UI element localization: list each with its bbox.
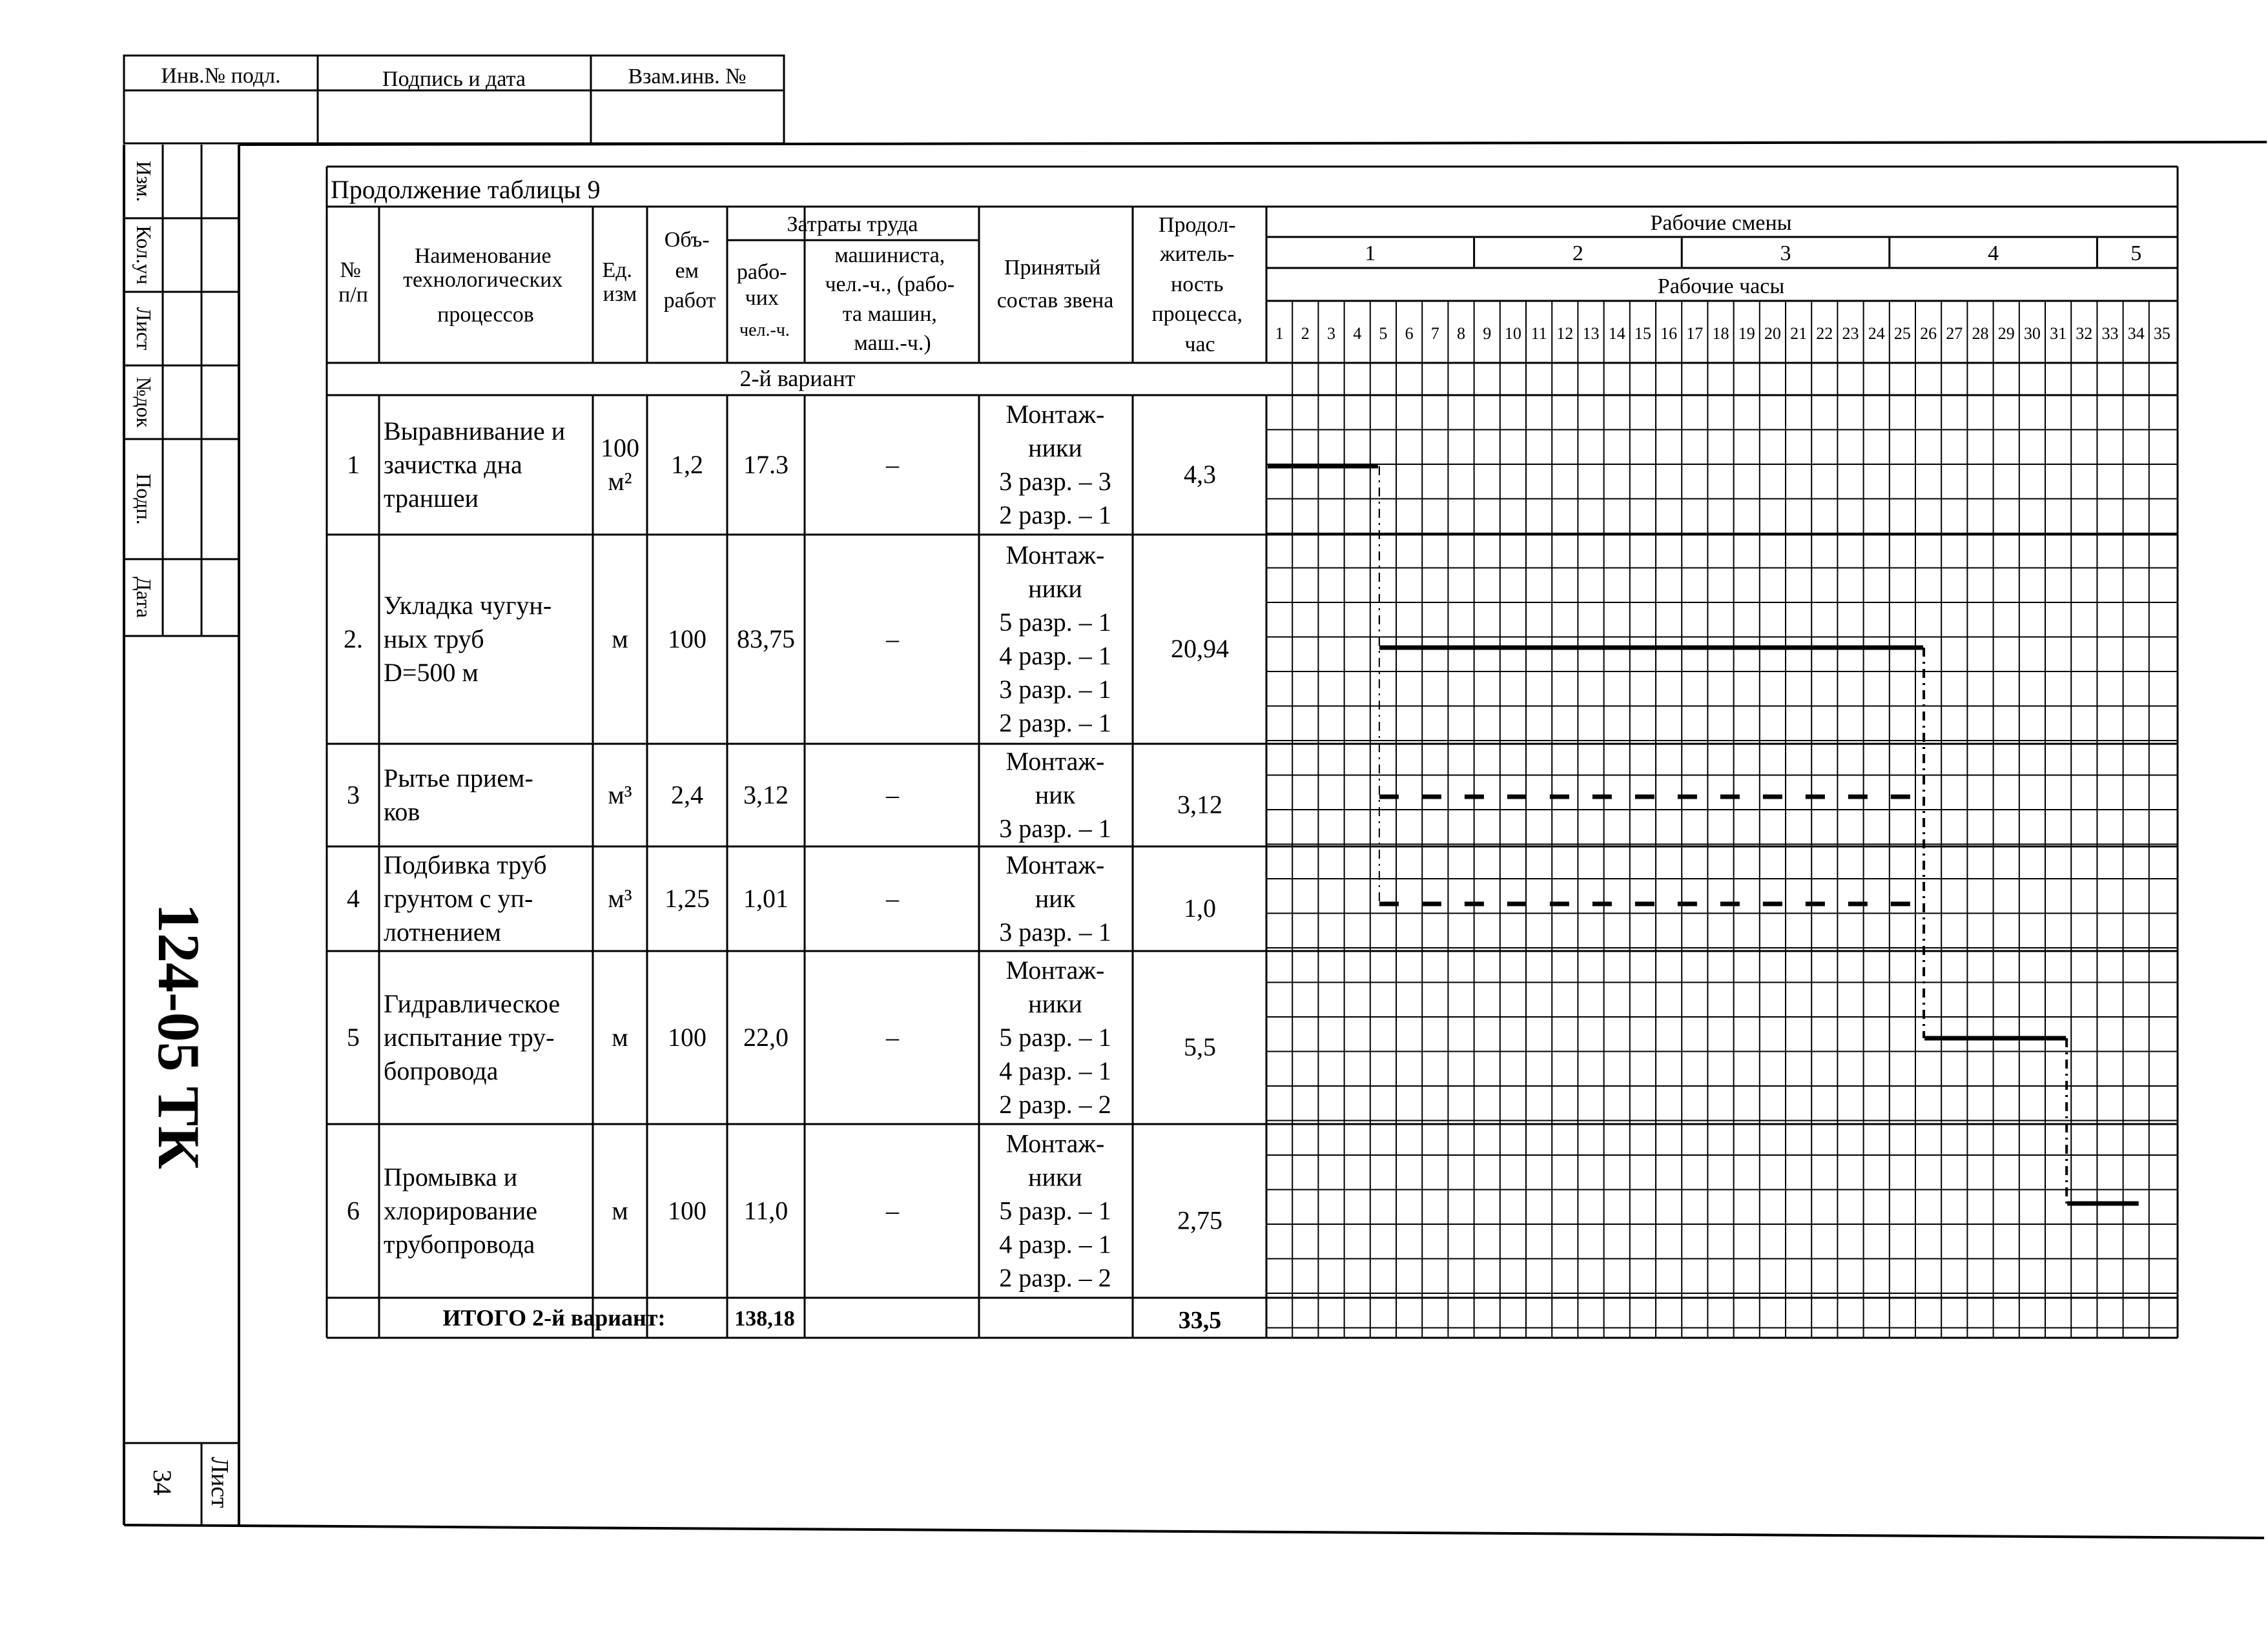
- hour-label-2: 2: [1301, 324, 1310, 343]
- row-5-workers: 22,0: [743, 1023, 789, 1052]
- row-6-crew: Монтаж-ники 5 разр. – 1 4 разр. – 1 2 разр. – 2: [999, 1129, 1111, 1293]
- row-4-crew: Монтаж-ник 3 разр. – 1: [999, 850, 1111, 947]
- row-5-machinist: –: [886, 1023, 899, 1052]
- row-5-crew: Монтаж-ники 5 разр. – 1 4 разр. – 1 2 разр. – 2: [999, 956, 1111, 1119]
- row-4-process-name: Подбивка труб грунтом с уп-лотнением: [384, 850, 547, 947]
- row-6-unit: м: [612, 1196, 628, 1225]
- row-2-process-name: Укладка чугун-ных труб D=500 м: [384, 591, 552, 687]
- header-process-name: Наименование технологических процессов: [403, 244, 563, 327]
- sheet-number: 34: [148, 1470, 177, 1495]
- row-1-number: 1: [347, 450, 360, 479]
- row-3-crew: Монтаж-ник 3 разр. – 1: [999, 746, 1111, 843]
- hour-label-22: 22: [1816, 324, 1833, 343]
- hour-label-12: 12: [1556, 324, 1574, 343]
- hour-label-6: 6: [1405, 324, 1414, 343]
- table-caption: Продолжение таблицы 9: [331, 175, 601, 204]
- header-num: № п/п: [338, 258, 368, 307]
- row-3-volume: 2,4: [671, 780, 703, 810]
- shift-label-4: 4: [1988, 241, 1999, 265]
- row-2-crew: Монтаж-ники 5 разр. – 1 4 разр. – 1 3 разр. – 1 2 разр. – 1: [999, 540, 1111, 737]
- hour-label-19: 19: [1738, 324, 1755, 343]
- header-work-shifts: Рабочие смены: [1650, 211, 1792, 235]
- row-1-process-name: Выравнивание и зачистка дна траншеи: [384, 416, 566, 513]
- hour-label-8: 8: [1457, 324, 1465, 343]
- row-6-process-name: Промывка и хлорирование трубопровода: [384, 1162, 538, 1259]
- hour-labels: [1275, 324, 2170, 343]
- row-1-workers: 17.3: [743, 450, 789, 479]
- header-volume: Объ- ем работ: [663, 228, 716, 312]
- row-3-process-name: Рытье прием-ков: [384, 763, 533, 826]
- hour-label-15: 15: [1634, 324, 1651, 343]
- hour-label-9: 9: [1483, 324, 1492, 343]
- hour-label-25: 25: [1893, 324, 1911, 343]
- side-label-ndok: №док: [132, 376, 156, 428]
- row-6-machinist: –: [886, 1196, 899, 1225]
- row-2-unit: м: [612, 624, 628, 653]
- hour-label-28: 28: [1972, 324, 1989, 343]
- total-label: ИТОГО 2-й вариант:: [442, 1305, 666, 1331]
- shift-label-1: 1: [1365, 241, 1376, 265]
- shift-label-5: 5: [2130, 241, 2142, 265]
- header-unit: Ед. изм: [602, 258, 637, 306]
- row-6-duration: 2,75: [1177, 1205, 1222, 1235]
- revision-block: [124, 145, 239, 1525]
- row-4-duration: 1,0: [1184, 894, 1216, 923]
- hour-label-35: 35: [2153, 324, 2170, 343]
- side-label-data: Дата: [132, 577, 156, 618]
- hour-label-1: 1: [1275, 324, 1284, 343]
- row-3-number: 3: [347, 780, 360, 810]
- hour-label-26: 26: [1920, 324, 1937, 343]
- row-4-number: 4: [347, 884, 360, 913]
- row-5-volume: 100: [668, 1023, 706, 1052]
- row-3-workers: 3,12: [743, 780, 789, 810]
- row-3-duration: 3,12: [1177, 790, 1222, 819]
- header-machinist: машиниста, чел.-ч., (рабо- та машин, маш.-ч.): [825, 243, 955, 355]
- row-5-duration: 5,5: [1184, 1032, 1216, 1061]
- hour-label-34: 34: [2127, 324, 2145, 343]
- shift-label-3: 3: [1780, 241, 1791, 265]
- hour-label-4: 4: [1353, 324, 1362, 343]
- hour-label-30: 30: [2023, 324, 2041, 343]
- hour-label-5: 5: [1379, 324, 1388, 343]
- row-6-workers: 11,0: [743, 1196, 789, 1225]
- row-2-duration: 20,94: [1171, 634, 1229, 663]
- hour-label-21: 21: [1790, 324, 1808, 343]
- side-label-podp: Подп.: [132, 473, 156, 525]
- row-1-unit: 100 м²: [601, 433, 639, 496]
- header-crew: Принятый состав звена: [996, 256, 1114, 312]
- side-label-izm: Изм.: [132, 161, 156, 202]
- row-4-workers: 1,01: [743, 884, 789, 913]
- row-2-machinist: –: [886, 624, 899, 653]
- hour-label-29: 29: [1997, 324, 2015, 343]
- total-row: [443, 1305, 1222, 1334]
- side-label-kol: Кол.уч: [132, 225, 156, 285]
- row-2-number: 2.: [344, 624, 363, 653]
- stamp-signature-header: Подпись и дата: [382, 67, 526, 91]
- hour-label-24: 24: [1868, 324, 1885, 343]
- hour-label-17: 17: [1686, 324, 1704, 343]
- header-duration: Продол- житель- ность процесса, час: [1151, 213, 1243, 356]
- hour-label-31: 31: [2050, 324, 2067, 343]
- header-work-hours: Рабочие часы: [1657, 274, 1785, 298]
- hour-label-33: 33: [2101, 324, 2119, 343]
- document-code: 124-05 ТК: [146, 903, 212, 1169]
- row-1-machinist: –: [886, 450, 899, 479]
- row-1-duration: 4,3: [1184, 460, 1216, 489]
- hour-label-7: 7: [1430, 324, 1439, 343]
- hour-label-10: 10: [1504, 324, 1521, 343]
- stamp-inv-header: Инв.№ подл.: [161, 64, 281, 88]
- sheet-label: Лист: [206, 1457, 233, 1508]
- row-3-unit: м³: [608, 780, 632, 810]
- side-label-list: Лист: [132, 307, 156, 351]
- hour-label-23: 23: [1842, 324, 1859, 343]
- row-5-process-name: Гидравлическое испытание тру-бопровода: [384, 989, 561, 1085]
- row-2-volume: 100: [668, 624, 706, 653]
- hour-label-18: 18: [1712, 324, 1729, 343]
- shift-label-2: 2: [1572, 241, 1583, 265]
- row-4-volume: 1,25: [665, 884, 710, 913]
- row-5-unit: м: [612, 1023, 628, 1052]
- section-label: 2-й вариант: [739, 365, 856, 391]
- total-duration: 33,5: [1178, 1307, 1222, 1334]
- hour-label-3: 3: [1327, 324, 1335, 343]
- hour-label-11: 11: [1531, 324, 1547, 343]
- hour-label-13: 13: [1582, 324, 1600, 343]
- gantt-chart: [1268, 466, 2139, 1203]
- row-6-number: 6: [347, 1196, 360, 1225]
- approval-stamp: [124, 56, 784, 143]
- row-2-workers: 83,75: [737, 624, 795, 653]
- row-5-number: 5: [347, 1023, 360, 1052]
- hour-label-27: 27: [1946, 324, 1963, 343]
- hour-label-14: 14: [1608, 324, 1625, 343]
- header-workers: рабо- чих чел.-ч.: [736, 260, 790, 340]
- table-header: [338, 211, 1792, 356]
- row-4-machinist: –: [886, 884, 899, 913]
- row-3-machinist: –: [886, 780, 899, 810]
- hour-label-32: 32: [2076, 324, 2093, 343]
- header-labor-costs: Затраты труда: [787, 212, 918, 236]
- row-1-crew: Монтаж-ники 3 разр. – 3 2 разр. – 1: [999, 400, 1111, 529]
- stamp-replace-header: Взам.инв. №: [628, 65, 747, 88]
- hour-label-16: 16: [1660, 324, 1678, 343]
- row-4-unit: м³: [608, 884, 632, 913]
- hour-label-20: 20: [1764, 324, 1781, 343]
- row-6-volume: 100: [668, 1196, 706, 1225]
- shift-labels: [1365, 241, 2141, 265]
- row-1-volume: 1,2: [671, 450, 703, 479]
- total-workers: 138,18: [734, 1307, 795, 1331]
